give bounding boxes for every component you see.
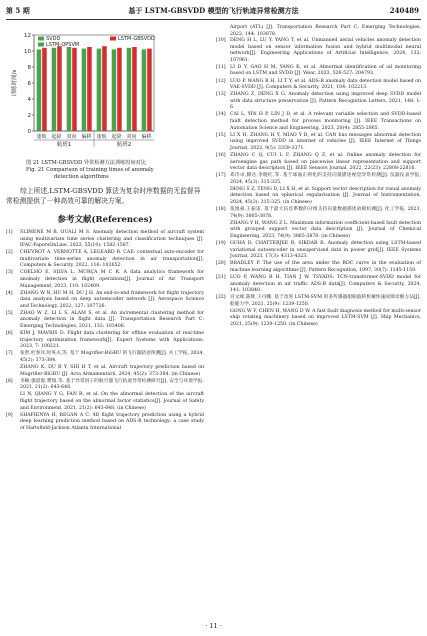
bar-lstm-gbsvdd: [117, 48, 122, 131]
y-tick-label: 0: [27, 129, 31, 135]
running-header: [0, 0, 427, 20]
reference-text: 张智,杜春洋,时英夫,等. 基于 Mogrifier-BiGRU 的飞行器轨迹预测[J]. 兵工学报, 2024, 45(2): 373-384.: [20, 351, 204, 363]
references-left-column: [6, 230, 204, 433]
reference-item: [216, 65, 421, 78]
conclusion-paragraph: 综上所述,LSTM-GBSVDD 算法为复杂时序数据的无监督异常检测提供了一种高效可靠的解决方案。: [6, 187, 201, 205]
legend-label: LSTM-QPSVM: [46, 42, 80, 48]
bar-chart: [6, 27, 204, 159]
bar-svdd: [37, 49, 42, 131]
reference-number: [14]: [216, 112, 226, 118]
reference-item: [216, 79, 421, 92]
x-tick-label: 偏移: [141, 134, 152, 140]
bar-svdd: [112, 49, 117, 131]
caption-en-line2: detection algorithms: [54, 174, 109, 181]
bar-svdd: [67, 47, 72, 131]
group-label: 航班1: [56, 142, 72, 148]
reference-number: [9]: [6, 412, 13, 418]
references-right-column: [216, 25, 421, 329]
reference-item: [6, 311, 204, 331]
reference-item: [216, 133, 421, 153]
reference-number: [2]: [6, 250, 13, 256]
reference-text: LI X H, ZHANG H Y, MIAO Y B, et al. CAN bus messages abnormal detection using improved SVDD in internet of vehicles [J]. IEEE Internet of Things Journal, 2022, 9(5): 3359-3371.: [230, 132, 421, 151]
caption-cn: 图 21 LSTM-GBSVDD 异常检测方法训练时间对比: [26, 160, 147, 166]
bar-lstm-gbsvdd: [57, 46, 62, 131]
caption-en-line1: Fig. 21 Comparison of training times of anomaly: [26, 167, 154, 174]
figure-21-chart: [6, 27, 204, 159]
reference-item: [216, 187, 421, 207]
x-tick-label: 双向: [126, 134, 137, 140]
issue-number: 第 5 期: [6, 6, 30, 15]
reference-text: ZHANG W N, HU M H, DU J H. An end-to-end framework for flight trajectory data analysis based on deep autoencoder network [J]. Aerospace Science and Technology, 2022, 127: 107726.: [20, 290, 204, 309]
reference-item: [6, 230, 204, 250]
reference-number: [12]: [216, 78, 226, 84]
reference-item: [6, 392, 204, 412]
y-axis-label: 训练时间/s: [12, 69, 18, 97]
reference-item: [216, 295, 421, 308]
reference-item: [216, 309, 421, 329]
x-tick-label: 迷航: [96, 134, 107, 140]
y-tick-label: 8: [27, 65, 31, 71]
bar-svdd: [127, 48, 132, 131]
reference-text: ZHANG Y H, WANG Z L. Maximum information coefficient-based fault detection with grouped support vector data description [J]. Journal of Chemical Engineering, 2023, 74(9): 3865-3878. (in Chinese): [230, 220, 421, 239]
bar-svdd: [97, 49, 102, 131]
reference-item: [216, 92, 421, 112]
reference-item: [6, 270, 204, 290]
reference-text: LUO P, WANG B H, LI T Y, et al. ADS-B anomaly data detection model based on VAE-SVDD [J]. Computers & Security, 2021, 104: 102213.: [230, 78, 421, 91]
y-tick-label: 4: [27, 97, 31, 103]
reference-number: [6]: [6, 331, 13, 337]
references-heading: 参考文献(References): [57, 215, 153, 225]
reference-item: [6, 351, 204, 364]
bar-svdd: [82, 49, 87, 131]
reference-text: KIM J, MAVRIS D. Flight data clustering for offline evaluation of real-time trajectory optimization framework[J]. Expert Systems with Applications, 2023, 7: 100221.: [20, 331, 204, 350]
x-tick-label: 迷航: [36, 134, 47, 140]
group-label: 航班2: [116, 142, 132, 148]
reference-text: ZHAO W Z, LI L S, ALAM S, et al. An incremental clustering method for anomaly detection in flight data [J]. Transportation Research Part C: Emerging Technologies, 2021, 132: 103406.: [20, 310, 204, 330]
reference-number: [6, 365, 20, 378]
reference-number: [10]: [216, 38, 226, 44]
reference-number: [22]: [216, 295, 226, 301]
reference-item: [216, 275, 421, 295]
figure-caption: [6, 160, 204, 182]
reference-number: [18]: [216, 207, 226, 213]
legend-label: LSTM-GBSVDD: [118, 36, 155, 42]
reference-number: [15]: [216, 132, 226, 138]
legend-label: SVDD: [46, 36, 61, 42]
reference-item: [216, 207, 421, 220]
reference-number: [11]: [216, 64, 226, 70]
y-tick-label: 6: [27, 81, 31, 87]
reference-number: [216, 309, 230, 329]
reference-text: ZHANG Z, DENG X G. Anomaly detection using improved deep SVDD model with data structure preservation [J]. Pattern Recognition Letters, 2021, 148: 1-6.: [230, 92, 421, 111]
reference-item: [216, 221, 421, 241]
reference-item: [216, 112, 421, 132]
bar-svdd: [142, 49, 147, 131]
reference-text: BRADLEY P. The use of the area under the ROC curve in the evaluation of machine learning algorithms [J]. Pattern Recognition, 1997, 30(7): 1145-1159.: [230, 261, 421, 273]
y-tick-label: 10: [24, 49, 31, 55]
bar-lstm-gbsvdd: [147, 49, 152, 131]
legend-swatch: [38, 43, 44, 47]
reference-number: [5]: [6, 310, 13, 316]
reference-text: CHEVROT A, VERNOTTE A, LEGEARD B. CAE: contextual auto-encoder for multivariate time-series anomaly detection in air transportation[J]. Computers & Security, 2022, 116: 102652.: [20, 250, 204, 269]
bar-lstm-gbsvdd: [102, 46, 107, 131]
reference-item: [6, 365, 204, 378]
reference-number: [6, 392, 20, 412]
reference-number: [21]: [216, 274, 226, 280]
reference-text: GUHA D, CHATTERJEE R, SIKDAR B. Anomaly detection using LSTM-based variational autoencoder in unsupervised data in power grid[J]. IEEE Systems Journal, 2023, 17(3): 4313-4323.: [230, 241, 421, 260]
reference-number: [17]: [216, 173, 226, 179]
reference-number: [4]: [6, 290, 13, 296]
reference-number: [8]: [6, 378, 13, 384]
bar-lstm-gbsvdd: [72, 48, 77, 131]
reference-text: 张逸豪,王振雷. 基于最大信息系数的分组支持向量数据描述故障检测[J]. 化工学报, 2023, 74(9): 3865-3878.: [230, 207, 421, 219]
reference-text: COELHO E, SILVA L, MURÇA M C R. A data analytics framework for anomaly detection in flight operations[J]. Journal of Air Transport Management, 2023, 110: 102409.: [20, 270, 204, 289]
reference-text: ZHANG C Q, CUI L F, ZHANG Q Z, et al. Online anomaly detection for aeroengine gas path based on piecewise linear representation and support vector data description [J]. IEEE Sensors Journal, 2022, 22(23): 22808-22816.: [230, 152, 421, 172]
reference-item: [6, 250, 204, 270]
reference-number: [13]: [216, 92, 226, 98]
reference-text: 宫文峰,陈辉,王丹娜. 基于改进 LSTM-SVM 的多传感器船舶旋转机械快速故障诊断方法[J]. 船舶力学, 2021, 25(9): 1239-1250.: [230, 295, 421, 307]
reference-text: SHAFIENYA H, REGAN A C. 4D flight trajectory prediction using a hybrid deep learning prediction method based on ADS-B technology: a case study of Hartsfield-Jackson Atlanta International: [20, 412, 204, 431]
reference-number: [7]: [6, 351, 13, 357]
x-tick-label: 起降: [51, 134, 62, 140]
reference-text: LI N, QIANG Y G, FAN R, et al. On the abnormal detection of the aircraft flight trajectory based on the abnormal factor statistics[J]. Journal of Safety and Environment, 2021, 21(2): 643-648. (in Chinese): [20, 392, 204, 411]
reference-item: [216, 38, 421, 64]
x-tick-label: 双向: [66, 134, 77, 140]
reference-text: DENG S Z, TENG D, LI X H, et al. Support vector description for visual anomaly detection based on spherical regularisation [J]. Journal of Instrumentation, 2024, 45(3): 315-325. (in Chinese): [230, 186, 421, 205]
y-tick-label: 12: [24, 33, 31, 39]
reference-number: [1]: [6, 230, 13, 235]
reference-continuation: Airport (ATL) [J]. Transportation Research Part C: Emerging Technologies, 2022, 144: 103878.: [230, 25, 421, 37]
reference-item: [216, 173, 421, 186]
reference-text: LUO P, WANG B H, TIAN J W. TSVADS: TCN-transformer-SVDD model for anomaly detection in air traffic ADS-B data[J]. Computers & Security, 2024, 141: 103840.: [230, 274, 421, 294]
page-number: · 11 ·: [205, 622, 222, 630]
bar-lstm-gbsvdd: [132, 47, 137, 131]
y-tick-label: 2: [27, 113, 31, 119]
reference-text: 李楠,强韶群,樊瑞,等. 基于异常因子的航空器飞行轨迹异常检测研究[J]. 安全与环境学报, 2021, 21(2): 643-648.: [20, 378, 204, 391]
reference-number: [20]: [216, 261, 226, 267]
legend-swatch: [38, 37, 44, 41]
reference-text: 邓诗卓,滕达,李晓红,等. 基于球面正则化的支持向量描述视觉异常检测[J]. 仪器仪表学报, 2024, 45(3): 315-325.: [230, 173, 421, 185]
reference-item: [6, 379, 204, 392]
reference-number: [216, 187, 230, 207]
reference-item: [216, 261, 421, 274]
reference-text: SLIMENE M B, OUALI M S. Anomaly detection method of aircraft system using multivariate time series clustering and classification techniques [J]. IFAC-PapersOnLine, 2022, 55(10): 1582-1587.: [20, 230, 204, 249]
reference-item: [216, 241, 421, 261]
reference-text: ZHANG K, DU R Y, SHI H T, et al. Aircraft trajectory prediction based on Mogrifier-BiGRU [J]. Acta Armamentarii, 2024, 45(2): 373-384. (in Chinese): [20, 365, 204, 377]
page-id: 240489: [389, 6, 419, 15]
running-title: 基于 LSTM-GBSVDD 模型的飞行轨迹异常检测方法: [128, 6, 299, 15]
bar-lstm-gbsvdd: [87, 47, 92, 131]
reference-item: [6, 291, 204, 311]
bar-lstm-gbsvdd: [42, 48, 47, 131]
header-rule: [6, 19, 421, 20]
x-tick-label: 起降: [111, 134, 122, 140]
reference-number: [16]: [216, 152, 226, 158]
legend-swatch: [110, 37, 116, 41]
bar-svdd: [52, 48, 57, 131]
reference-number: [216, 221, 230, 241]
reference-number: [3]: [6, 270, 13, 276]
reference-text: LI D Y, GAO H M, YANG K, et al. Abnormal identification of oil monitoring based on LSTM and SVDD [J]. Wear, 2023, 526-527: 204793.: [230, 64, 421, 77]
reference-text: CAI L, YIN H P, LIN J D, et al. A relevant variable selection and SVDD-based fault detection method for process monitoring [J]. IEEE Transactions on Automation Science and Engineering, 2023, 20(4): 2855-2865.: [230, 112, 421, 131]
x-tick-label: 偏移: [81, 134, 92, 140]
reference-number: [19]: [216, 241, 226, 247]
reference-item: [6, 413, 204, 433]
reference-item: [216, 153, 421, 173]
reference-text: DENG H L, LU Y, YANG T, et al. Unmanned aerial vehicles anomaly detection model based on sensor information fusion and hybrid multimodal neural network[J]. Engineering Applications of Artificial Intelligence, 2024, 132: 107961.: [230, 38, 421, 63]
reference-item: [6, 331, 204, 351]
reference-text: GONG W F, CHEN H, WANG D W. A fast fault diagnosis method for multi-sensor ship rotating machinery based on improved LSTM-SVM [J]. Ship Mechanics, 2021, 25(9): 1239-1250. (in Chinese): [230, 308, 421, 327]
